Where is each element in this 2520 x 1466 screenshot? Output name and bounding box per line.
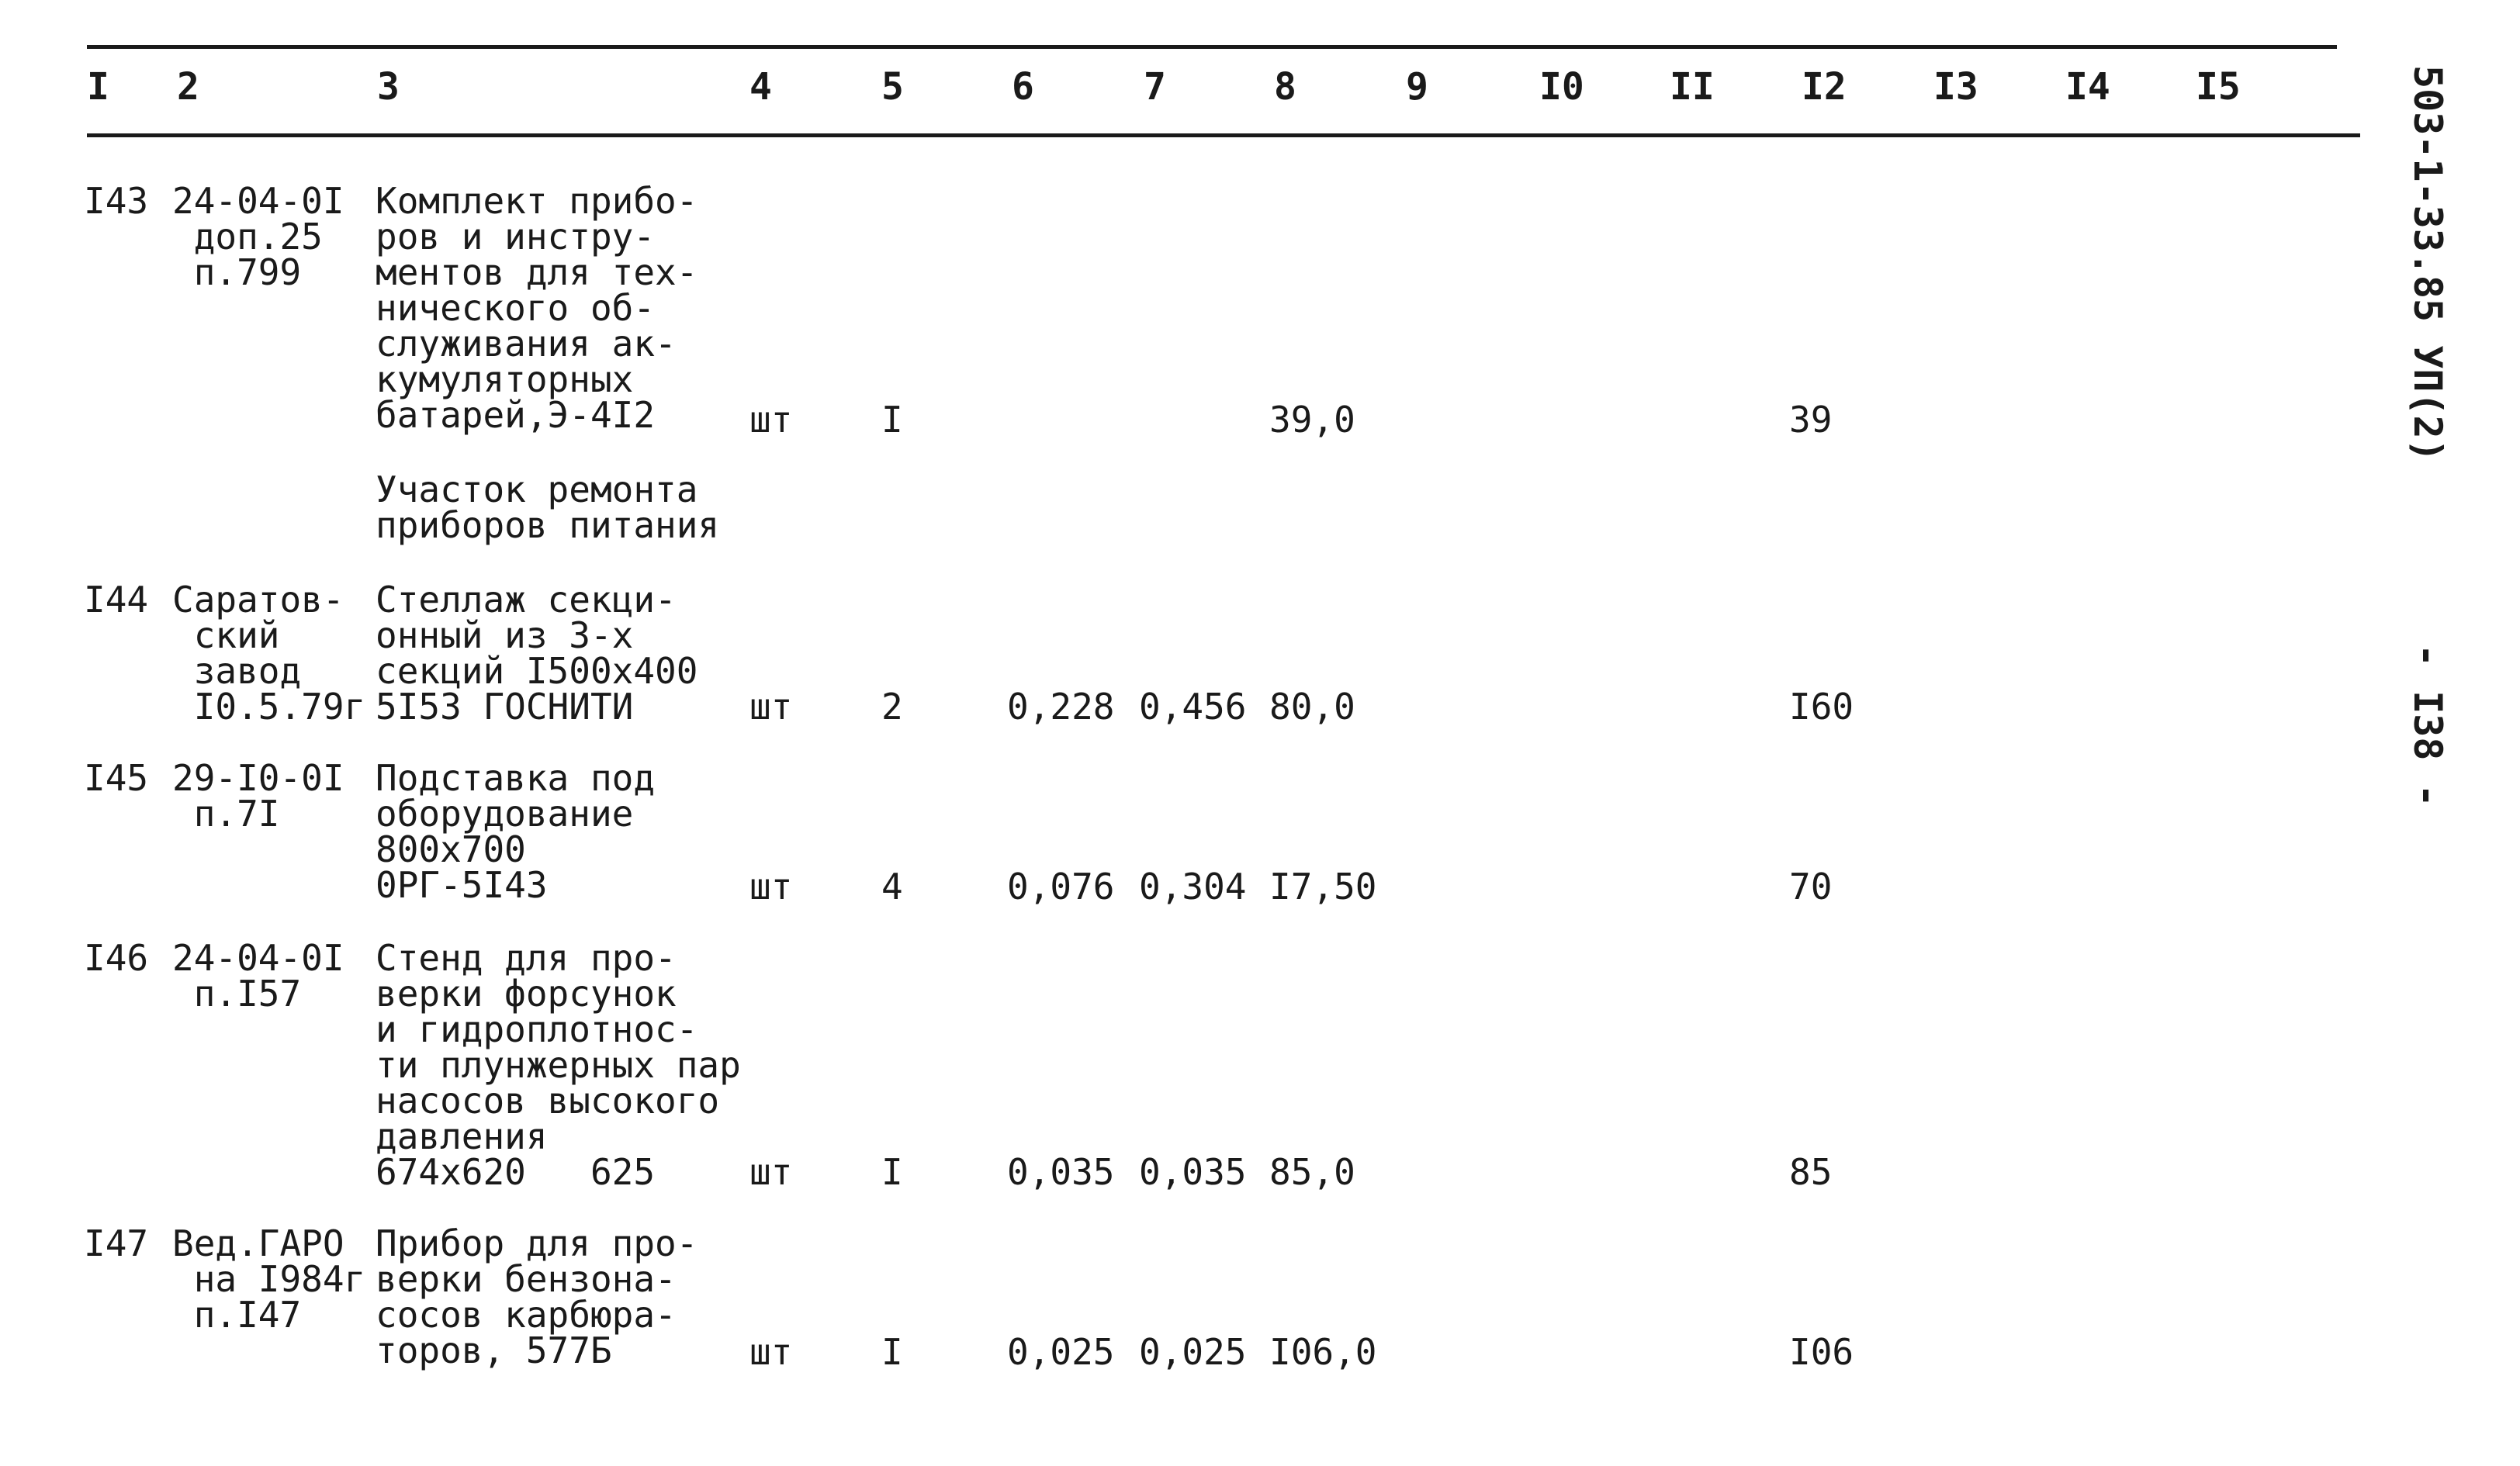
- document-code: 503-1-33.85 УП(2): [2405, 65, 2450, 462]
- row-col6: 0,228: [1007, 686, 1115, 728]
- row-col6: 0,025: [1007, 1331, 1115, 1373]
- row-unit: шт: [749, 1151, 793, 1193]
- row-name: Подставка под оборудование 800х700 0РГ-5I43: [376, 757, 656, 906]
- row-reference: Саратов- ский завод I0.5.79г: [172, 579, 366, 728]
- row-col8: I06,0: [1269, 1331, 1377, 1373]
- row-quantity: I: [881, 399, 903, 441]
- row-col7: 0,304: [1139, 866, 1247, 908]
- section-title: Участок ремонта приборов питания: [376, 468, 720, 546]
- column-header-6: 6: [1012, 65, 1034, 109]
- column-header-13: I3: [1933, 65, 1978, 109]
- row-col12: I06: [1789, 1331, 1854, 1373]
- row-col8: 80,0: [1269, 686, 1355, 728]
- row-col8: 85,0: [1269, 1151, 1355, 1193]
- row-col12: 39: [1789, 399, 1833, 441]
- row-number: I44: [84, 579, 149, 621]
- column-header-11: II: [1670, 65, 1715, 109]
- column-header-9: 9: [1406, 65, 1428, 109]
- row-number: I46: [84, 937, 149, 979]
- row-unit: шт: [749, 1331, 793, 1373]
- row-reference: 29-I0-0I п.7I: [172, 757, 344, 835]
- row-quantity: I: [881, 1151, 903, 1193]
- row-col7: 0,035: [1139, 1151, 1247, 1193]
- row-col8: I7,50: [1269, 866, 1377, 908]
- row-col6: 0,076: [1007, 866, 1115, 908]
- row-col12: 85: [1789, 1151, 1833, 1193]
- row-unit: шт: [749, 686, 793, 728]
- row-unit: шт: [749, 399, 793, 441]
- row-col8: 39,0: [1269, 399, 1355, 441]
- row-col12: 70: [1789, 866, 1833, 908]
- row-quantity: I: [881, 1331, 903, 1373]
- row-unit: шт: [749, 866, 793, 908]
- column-header-14: I4: [2065, 65, 2110, 109]
- column-header-12: I2: [1802, 65, 1847, 109]
- row-reference: Вед.ГАРО на I984г п.I47: [172, 1222, 366, 1336]
- row-quantity: 2: [881, 686, 903, 728]
- row-quantity: 4: [881, 866, 903, 908]
- row-col12: I60: [1789, 686, 1854, 728]
- column-header-8: 8: [1274, 65, 1296, 109]
- column-header-4: 4: [749, 65, 772, 109]
- column-header-10: I0: [1539, 65, 1584, 109]
- row-number: I43: [84, 180, 149, 222]
- row-col7: 0,456: [1139, 686, 1247, 728]
- row-col7: 0,025: [1139, 1331, 1247, 1373]
- row-reference: 24-04-0I доп.25 п.799: [172, 180, 344, 293]
- header-top-rule: [87, 45, 2337, 49]
- row-name: Стеллаж секци- онный из 3-х секций I500х400 5I53 ГОСНИТИ: [376, 579, 698, 728]
- row-name: Прибор для про- верки бензона- сосов карбюра- торов, 577Б: [376, 1222, 698, 1371]
- column-header-7: 7: [1144, 65, 1166, 109]
- row-name: Стенд для про- верки форсунок и гидроплотнос- ти плунжерных пар насосов высокого давления 674х620 625: [376, 937, 741, 1193]
- column-header-5: 5: [881, 65, 904, 109]
- page-number: - I38 -: [2405, 644, 2450, 807]
- column-header-3: 3: [377, 65, 400, 109]
- row-number: I45: [84, 757, 149, 799]
- header-bottom-rule: [87, 133, 2360, 137]
- row-col6: 0,035: [1007, 1151, 1115, 1193]
- row-name: Комплект прибо- ров и инстру- ментов для тех- нического об- служивания ак- кумуляторных батарей,Э-4I2: [376, 180, 698, 436]
- column-header-15: I5: [2196, 65, 2241, 109]
- row-number: I47: [84, 1222, 149, 1264]
- column-header-1: I: [87, 65, 109, 109]
- column-header-2: 2: [177, 65, 199, 109]
- row-reference: 24-04-0I п.I57: [172, 937, 344, 1015]
